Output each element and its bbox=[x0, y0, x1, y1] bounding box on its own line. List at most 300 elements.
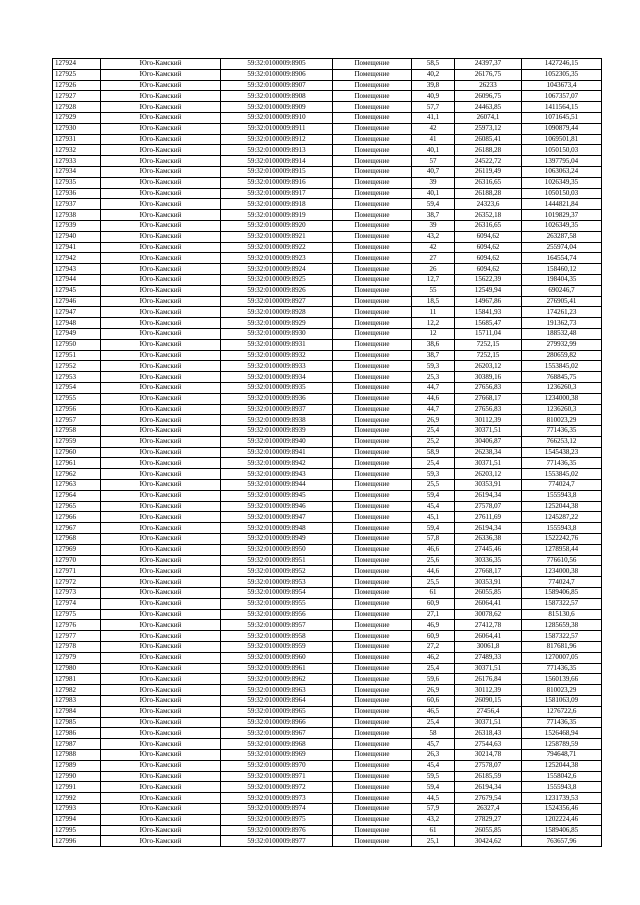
cadastral-value-cell: 1069501,81 bbox=[522, 134, 602, 145]
unit-value-cell: 26203,12 bbox=[455, 361, 522, 372]
object-type-cell: Помещение bbox=[333, 285, 412, 296]
unit-value-cell: 25973,12 bbox=[455, 123, 522, 134]
row-number-cell: 127996 bbox=[53, 836, 101, 847]
cadastral-value-cell: 1236260,3 bbox=[522, 404, 602, 415]
district-cell: Юго-Камский bbox=[101, 426, 221, 437]
area-cell: 12,2 bbox=[412, 318, 455, 329]
row-number-cell: 127995 bbox=[53, 825, 101, 836]
cadastral-number-cell: 59:32:0100009:8928 bbox=[221, 307, 333, 318]
cadastral-value-cell: 1019829,37 bbox=[522, 210, 602, 221]
table-row bbox=[53, 188, 602, 199]
row-number-cell: 127985 bbox=[53, 717, 101, 728]
district-cell: Юго-Камский bbox=[101, 674, 221, 685]
cadastral-value-cell: 1270007,05 bbox=[522, 652, 602, 663]
area-cell: 41,1 bbox=[412, 112, 455, 123]
table-row bbox=[53, 598, 602, 609]
area-cell: 11 bbox=[412, 307, 455, 318]
cadastral-number-cell: 59:32:0100009:8974 bbox=[221, 803, 333, 814]
row-number-cell: 127956 bbox=[53, 404, 101, 415]
row-number-cell: 127964 bbox=[53, 490, 101, 501]
district-cell: Юго-Камский bbox=[101, 242, 221, 253]
table-row bbox=[53, 836, 602, 847]
cadastral-value-cell: 1555943,8 bbox=[522, 490, 602, 501]
table-row bbox=[53, 264, 602, 275]
table-row bbox=[53, 242, 602, 253]
object-type-cell: Помещение bbox=[333, 696, 412, 707]
district-cell: Юго-Камский bbox=[101, 123, 221, 134]
area-cell: 40,7 bbox=[412, 166, 455, 177]
object-type-cell: Помещение bbox=[333, 739, 412, 750]
cadastral-number-cell: 59:32:0100009:8919 bbox=[221, 210, 333, 221]
area-cell: 42 bbox=[412, 123, 455, 134]
unit-value-cell: 26055,85 bbox=[455, 588, 522, 599]
area-cell: 57,7 bbox=[412, 102, 455, 113]
row-number-cell: 127973 bbox=[53, 588, 101, 599]
object-type-cell: Помещение bbox=[333, 102, 412, 113]
unit-value-cell: 30353,91 bbox=[455, 577, 522, 588]
unit-value-cell: 27829,27 bbox=[455, 814, 522, 825]
unit-value-cell: 26316,65 bbox=[455, 177, 522, 188]
unit-value-cell: 7252,15 bbox=[455, 350, 522, 361]
object-type-cell: Помещение bbox=[333, 328, 412, 339]
row-number-cell: 127972 bbox=[53, 577, 101, 588]
area-cell: 59,6 bbox=[412, 674, 455, 685]
object-type-cell: Помещение bbox=[333, 220, 412, 231]
object-type-cell: Помещение bbox=[333, 372, 412, 383]
row-number-cell: 127949 bbox=[53, 328, 101, 339]
cadastral-number-cell: 59:32:0100009:8943 bbox=[221, 469, 333, 480]
row-number-cell: 127926 bbox=[53, 80, 101, 91]
object-type-cell: Помещение bbox=[333, 469, 412, 480]
object-type-cell: Помещение bbox=[333, 793, 412, 804]
district-cell: Юго-Камский bbox=[101, 59, 221, 70]
cadastral-number-cell: 59:32:0100009:8906 bbox=[221, 69, 333, 80]
unit-value-cell: 30061,8 bbox=[455, 642, 522, 653]
area-cell: 46,5 bbox=[412, 706, 455, 717]
district-cell: Юго-Камский bbox=[101, 285, 221, 296]
unit-value-cell: 27668,17 bbox=[455, 566, 522, 577]
district-cell: Юго-Камский bbox=[101, 361, 221, 372]
object-type-cell: Помещение bbox=[333, 350, 412, 361]
row-number-cell: 127963 bbox=[53, 480, 101, 491]
row-number-cell: 127976 bbox=[53, 620, 101, 631]
object-type-cell: Помещение bbox=[333, 69, 412, 80]
table-row bbox=[53, 253, 602, 264]
cadastral-number-cell: 59:32:0100009:8913 bbox=[221, 145, 333, 156]
cadastral-value-cell: 1276722,6 bbox=[522, 706, 602, 717]
area-cell: 44,7 bbox=[412, 382, 455, 393]
row-number-cell: 127994 bbox=[53, 814, 101, 825]
district-cell: Юго-Камский bbox=[101, 620, 221, 631]
table-row bbox=[53, 728, 602, 739]
area-cell: 60,9 bbox=[412, 631, 455, 642]
table-row bbox=[53, 328, 602, 339]
object-type-cell: Помещение bbox=[333, 717, 412, 728]
area-cell: 57 bbox=[412, 156, 455, 167]
unit-value-cell: 6094,62 bbox=[455, 264, 522, 275]
cadastral-number-cell: 59:32:0100009:8963 bbox=[221, 685, 333, 696]
table-row bbox=[53, 350, 602, 361]
row-number-cell: 127937 bbox=[53, 199, 101, 210]
area-cell: 44,6 bbox=[412, 566, 455, 577]
district-cell: Юго-Камский bbox=[101, 296, 221, 307]
cadastral-value-cell: 158460,12 bbox=[522, 264, 602, 275]
table-row bbox=[53, 156, 602, 167]
object-type-cell: Помещение bbox=[333, 750, 412, 761]
cadastral-value-cell: 774024,7 bbox=[522, 480, 602, 491]
area-cell: 12 bbox=[412, 328, 455, 339]
row-number-cell: 127939 bbox=[53, 220, 101, 231]
row-number-cell: 127978 bbox=[53, 642, 101, 653]
unit-value-cell: 26090,15 bbox=[455, 696, 522, 707]
area-cell: 39 bbox=[412, 177, 455, 188]
district-cell: Юго-Камский bbox=[101, 523, 221, 534]
row-number-cell: 127960 bbox=[53, 447, 101, 458]
object-type-cell: Помещение bbox=[333, 620, 412, 631]
table-row bbox=[53, 69, 602, 80]
row-number-cell: 127957 bbox=[53, 415, 101, 426]
district-cell: Юго-Камский bbox=[101, 188, 221, 199]
unit-value-cell: 27456,4 bbox=[455, 706, 522, 717]
cadastral-number-cell: 59:32:0100009:8925 bbox=[221, 274, 333, 285]
row-number-cell: 127932 bbox=[53, 145, 101, 156]
row-number-cell: 127969 bbox=[53, 544, 101, 555]
unit-value-cell: 26238,34 bbox=[455, 447, 522, 458]
object-type-cell: Помещение bbox=[333, 166, 412, 177]
district-cell: Юго-Камский bbox=[101, 544, 221, 555]
cadastral-value-cell: 1545438,23 bbox=[522, 447, 602, 458]
object-type-cell: Помещение bbox=[333, 480, 412, 491]
row-number-cell: 127936 bbox=[53, 188, 101, 199]
unit-value-cell: 12549,94 bbox=[455, 285, 522, 296]
object-type-cell: Помещение bbox=[333, 231, 412, 242]
table-row bbox=[53, 501, 602, 512]
row-number-cell: 127946 bbox=[53, 296, 101, 307]
row-number-cell: 127975 bbox=[53, 609, 101, 620]
cadastral-number-cell: 59:32:0100009:8907 bbox=[221, 80, 333, 91]
object-type-cell: Помещение bbox=[333, 188, 412, 199]
area-cell: 60,9 bbox=[412, 598, 455, 609]
unit-value-cell: 27679,54 bbox=[455, 793, 522, 804]
district-cell: Юго-Камский bbox=[101, 760, 221, 771]
table-row bbox=[53, 80, 602, 91]
district-cell: Юго-Камский bbox=[101, 685, 221, 696]
cadastral-number-cell: 59:32:0100009:8962 bbox=[221, 674, 333, 685]
cadastral-value-cell: 771436,35 bbox=[522, 426, 602, 437]
table-row bbox=[53, 220, 602, 231]
object-type-cell: Помещение bbox=[333, 199, 412, 210]
object-type-cell: Помещение bbox=[333, 436, 412, 447]
cadastral-value-cell: 1052305,35 bbox=[522, 69, 602, 80]
area-cell: 59,4 bbox=[412, 199, 455, 210]
row-number-cell: 127977 bbox=[53, 631, 101, 642]
unit-value-cell: 26203,12 bbox=[455, 469, 522, 480]
row-number-cell: 127924 bbox=[53, 59, 101, 70]
row-number-cell: 127966 bbox=[53, 512, 101, 523]
district-cell: Юго-Камский bbox=[101, 706, 221, 717]
cadastral-value-cell: 1234000,38 bbox=[522, 393, 602, 404]
object-type-cell: Помещение bbox=[333, 534, 412, 545]
table-row bbox=[53, 274, 602, 285]
cadastral-number-cell: 59:32:0100009:8934 bbox=[221, 372, 333, 383]
area-cell: 40,1 bbox=[412, 145, 455, 156]
unit-value-cell: 30371,51 bbox=[455, 663, 522, 674]
area-cell: 44,7 bbox=[412, 404, 455, 415]
area-cell: 59,5 bbox=[412, 771, 455, 782]
row-number-cell: 127947 bbox=[53, 307, 101, 318]
object-type-cell: Помещение bbox=[333, 156, 412, 167]
area-cell: 55 bbox=[412, 285, 455, 296]
cadastral-number-cell: 59:32:0100009:8970 bbox=[221, 760, 333, 771]
cadastral-number-cell: 59:32:0100009:8956 bbox=[221, 609, 333, 620]
row-number-cell: 127950 bbox=[53, 339, 101, 350]
object-type-cell: Помещение bbox=[333, 609, 412, 620]
object-type-cell: Помещение bbox=[333, 771, 412, 782]
unit-value-cell: 30371,51 bbox=[455, 426, 522, 437]
object-type-cell: Помещение bbox=[333, 318, 412, 329]
unit-value-cell: 30371,51 bbox=[455, 717, 522, 728]
row-number-cell: 127988 bbox=[53, 750, 101, 761]
cadastral-value-cell: 1063063,24 bbox=[522, 166, 602, 177]
cadastral-value-cell: 794648,71 bbox=[522, 750, 602, 761]
cadastral-number-cell: 59:32:0100009:8931 bbox=[221, 339, 333, 350]
unit-value-cell: 27578,07 bbox=[455, 760, 522, 771]
unit-value-cell: 6094,62 bbox=[455, 253, 522, 264]
object-type-cell: Помещение bbox=[333, 803, 412, 814]
table-row bbox=[53, 339, 602, 350]
table-row bbox=[53, 696, 602, 707]
table-body bbox=[53, 59, 602, 847]
object-type-cell: Помещение bbox=[333, 566, 412, 577]
district-cell: Юго-Камский bbox=[101, 156, 221, 167]
table-row bbox=[53, 102, 602, 113]
cadastral-number-cell: 59:32:0100009:8944 bbox=[221, 480, 333, 491]
district-cell: Юго-Камский bbox=[101, 264, 221, 275]
object-type-cell: Помещение bbox=[333, 598, 412, 609]
data-table bbox=[52, 58, 602, 847]
cadastral-number-cell: 59:32:0100009:8910 bbox=[221, 112, 333, 123]
district-cell: Юго-Камский bbox=[101, 447, 221, 458]
object-type-cell: Помещение bbox=[333, 674, 412, 685]
unit-value-cell: 27611,69 bbox=[455, 512, 522, 523]
district-cell: Юго-Камский bbox=[101, 609, 221, 620]
object-type-cell: Помещение bbox=[333, 253, 412, 264]
area-cell: 60,6 bbox=[412, 696, 455, 707]
table-row bbox=[53, 706, 602, 717]
cadastral-value-cell: 1581063,09 bbox=[522, 696, 602, 707]
unit-value-cell: 15622,39 bbox=[455, 274, 522, 285]
district-cell: Юго-Камский bbox=[101, 339, 221, 350]
object-type-cell: Помещение bbox=[333, 760, 412, 771]
table-row bbox=[53, 361, 602, 372]
area-cell: 25,6 bbox=[412, 555, 455, 566]
unit-value-cell: 26336,38 bbox=[455, 534, 522, 545]
area-cell: 39 bbox=[412, 220, 455, 231]
unit-value-cell: 30353,91 bbox=[455, 480, 522, 491]
cadastral-number-cell: 59:32:0100009:8977 bbox=[221, 836, 333, 847]
area-cell: 38,6 bbox=[412, 339, 455, 350]
row-number-cell: 127982 bbox=[53, 685, 101, 696]
area-cell: 25,2 bbox=[412, 436, 455, 447]
area-cell: 61 bbox=[412, 588, 455, 599]
area-cell: 25,4 bbox=[412, 426, 455, 437]
unit-value-cell: 26194,34 bbox=[455, 782, 522, 793]
table-row bbox=[53, 663, 602, 674]
row-number-cell: 127974 bbox=[53, 598, 101, 609]
unit-value-cell: 27668,17 bbox=[455, 393, 522, 404]
row-number-cell: 127962 bbox=[53, 469, 101, 480]
object-type-cell: Помещение bbox=[333, 361, 412, 372]
object-type-cell: Помещение bbox=[333, 577, 412, 588]
cadastral-number-cell: 59:32:0100009:8946 bbox=[221, 501, 333, 512]
table-row bbox=[53, 793, 602, 804]
cadastral-number-cell: 59:32:0100009:8924 bbox=[221, 264, 333, 275]
cadastral-number-cell: 59:32:0100009:8914 bbox=[221, 156, 333, 167]
table-row bbox=[53, 426, 602, 437]
table-row bbox=[53, 760, 602, 771]
unit-value-cell: 15711,04 bbox=[455, 328, 522, 339]
district-cell: Юго-Камский bbox=[101, 577, 221, 588]
cadastral-number-cell: 59:32:0100009:8922 bbox=[221, 242, 333, 253]
row-number-cell: 127948 bbox=[53, 318, 101, 329]
cadastral-value-cell: 1444821,84 bbox=[522, 199, 602, 210]
cadastral-value-cell: 1050150,03 bbox=[522, 188, 602, 199]
table-row bbox=[53, 210, 602, 221]
table-row bbox=[53, 415, 602, 426]
table-row bbox=[53, 393, 602, 404]
unit-value-cell: 26327,4 bbox=[455, 803, 522, 814]
table-row bbox=[53, 59, 602, 70]
cadastral-value-cell: 1558042,6 bbox=[522, 771, 602, 782]
table-row bbox=[53, 577, 602, 588]
area-cell: 46,2 bbox=[412, 652, 455, 663]
object-type-cell: Помещение bbox=[333, 274, 412, 285]
object-type-cell: Помещение bbox=[333, 264, 412, 275]
cadastral-number-cell: 59:32:0100009:8939 bbox=[221, 426, 333, 437]
cadastral-number-cell: 59:32:0100009:8954 bbox=[221, 588, 333, 599]
cadastral-number-cell: 59:32:0100009:8936 bbox=[221, 393, 333, 404]
table-row bbox=[53, 512, 602, 523]
object-type-cell: Помещение bbox=[333, 404, 412, 415]
area-cell: 39,8 bbox=[412, 80, 455, 91]
row-number-cell: 127967 bbox=[53, 523, 101, 534]
cadastral-value-cell: 279932,99 bbox=[522, 339, 602, 350]
object-type-cell: Помещение bbox=[333, 393, 412, 404]
table-row bbox=[53, 620, 602, 631]
area-cell: 61 bbox=[412, 825, 455, 836]
cadastral-number-cell: 59:32:0100009:8950 bbox=[221, 544, 333, 555]
district-cell: Юго-Камский bbox=[101, 166, 221, 177]
row-number-cell: 127940 bbox=[53, 231, 101, 242]
cadastral-number-cell: 59:32:0100009:8957 bbox=[221, 620, 333, 631]
district-cell: Юго-Камский bbox=[101, 750, 221, 761]
table-row bbox=[53, 825, 602, 836]
cadastral-value-cell: 817681,96 bbox=[522, 642, 602, 653]
cadastral-number-cell: 59:32:0100009:8909 bbox=[221, 102, 333, 113]
area-cell: 25,5 bbox=[412, 577, 455, 588]
row-number-cell: 127983 bbox=[53, 696, 101, 707]
area-cell: 45,7 bbox=[412, 739, 455, 750]
area-cell: 38,7 bbox=[412, 350, 455, 361]
area-cell: 25,1 bbox=[412, 836, 455, 847]
cadastral-value-cell: 815130,6 bbox=[522, 609, 602, 620]
unit-value-cell: 27656,83 bbox=[455, 404, 522, 415]
table-row bbox=[53, 642, 602, 653]
table-row bbox=[53, 296, 602, 307]
cadastral-number-cell: 59:32:0100009:8952 bbox=[221, 566, 333, 577]
object-type-cell: Помещение bbox=[333, 458, 412, 469]
object-type-cell: Помещение bbox=[333, 663, 412, 674]
area-cell: 59,4 bbox=[412, 490, 455, 501]
area-cell: 26 bbox=[412, 264, 455, 275]
cadastral-value-cell: 1258789,59 bbox=[522, 739, 602, 750]
cadastral-value-cell: 774024,7 bbox=[522, 577, 602, 588]
cadastral-number-cell: 59:32:0100009:8961 bbox=[221, 663, 333, 674]
area-cell: 58,9 bbox=[412, 447, 455, 458]
object-type-cell: Помещение bbox=[333, 814, 412, 825]
district-cell: Юго-Камский bbox=[101, 436, 221, 447]
unit-value-cell: 30078,62 bbox=[455, 609, 522, 620]
unit-value-cell: 30214,78 bbox=[455, 750, 522, 761]
district-cell: Юго-Камский bbox=[101, 199, 221, 210]
table-row bbox=[53, 469, 602, 480]
unit-value-cell: 30406,87 bbox=[455, 436, 522, 447]
unit-value-cell: 26194,34 bbox=[455, 490, 522, 501]
cadastral-value-cell: 1397795,04 bbox=[522, 156, 602, 167]
district-cell: Юго-Камский bbox=[101, 177, 221, 188]
row-number-cell: 127961 bbox=[53, 458, 101, 469]
cadastral-number-cell: 59:32:0100009:8965 bbox=[221, 706, 333, 717]
cadastral-value-cell: 1234000,38 bbox=[522, 566, 602, 577]
district-cell: Юго-Камский bbox=[101, 350, 221, 361]
row-number-cell: 127951 bbox=[53, 350, 101, 361]
table-row bbox=[53, 555, 602, 566]
district-cell: Юго-Камский bbox=[101, 652, 221, 663]
district-cell: Юго-Камский bbox=[101, 102, 221, 113]
row-number-cell: 127941 bbox=[53, 242, 101, 253]
table-row bbox=[53, 631, 602, 642]
object-type-cell: Помещение bbox=[333, 501, 412, 512]
district-cell: Юго-Камский bbox=[101, 642, 221, 653]
district-cell: Юго-Камский bbox=[101, 69, 221, 80]
cadastral-number-cell: 59:32:0100009:8921 bbox=[221, 231, 333, 242]
district-cell: Юго-Камский bbox=[101, 534, 221, 545]
row-number-cell: 127984 bbox=[53, 706, 101, 717]
cadastral-value-cell: 1285659,38 bbox=[522, 620, 602, 631]
cadastral-number-cell: 59:32:0100009:8945 bbox=[221, 490, 333, 501]
district-cell: Юго-Камский bbox=[101, 382, 221, 393]
area-cell: 26,9 bbox=[412, 415, 455, 426]
object-type-cell: Помещение bbox=[333, 210, 412, 221]
cadastral-value-cell: 771436,35 bbox=[522, 663, 602, 674]
table-row bbox=[53, 285, 602, 296]
table-row bbox=[53, 134, 602, 145]
cadastral-number-cell: 59:32:0100009:8912 bbox=[221, 134, 333, 145]
cadastral-number-cell: 59:32:0100009:8920 bbox=[221, 220, 333, 231]
cadastral-number-cell: 59:32:0100009:8916 bbox=[221, 177, 333, 188]
cadastral-number-cell: 59:32:0100009:8927 bbox=[221, 296, 333, 307]
area-cell: 25,5 bbox=[412, 480, 455, 491]
area-cell: 27,2 bbox=[412, 642, 455, 653]
table-row bbox=[53, 534, 602, 545]
row-number-cell: 127968 bbox=[53, 534, 101, 545]
district-cell: Юго-Камский bbox=[101, 825, 221, 836]
table-row bbox=[53, 480, 602, 491]
cadastral-value-cell: 263287,58 bbox=[522, 231, 602, 242]
cadastral-value-cell: 1252044,38 bbox=[522, 501, 602, 512]
cadastral-value-cell: 1555943,8 bbox=[522, 782, 602, 793]
cadastral-value-cell: 255974,04 bbox=[522, 242, 602, 253]
